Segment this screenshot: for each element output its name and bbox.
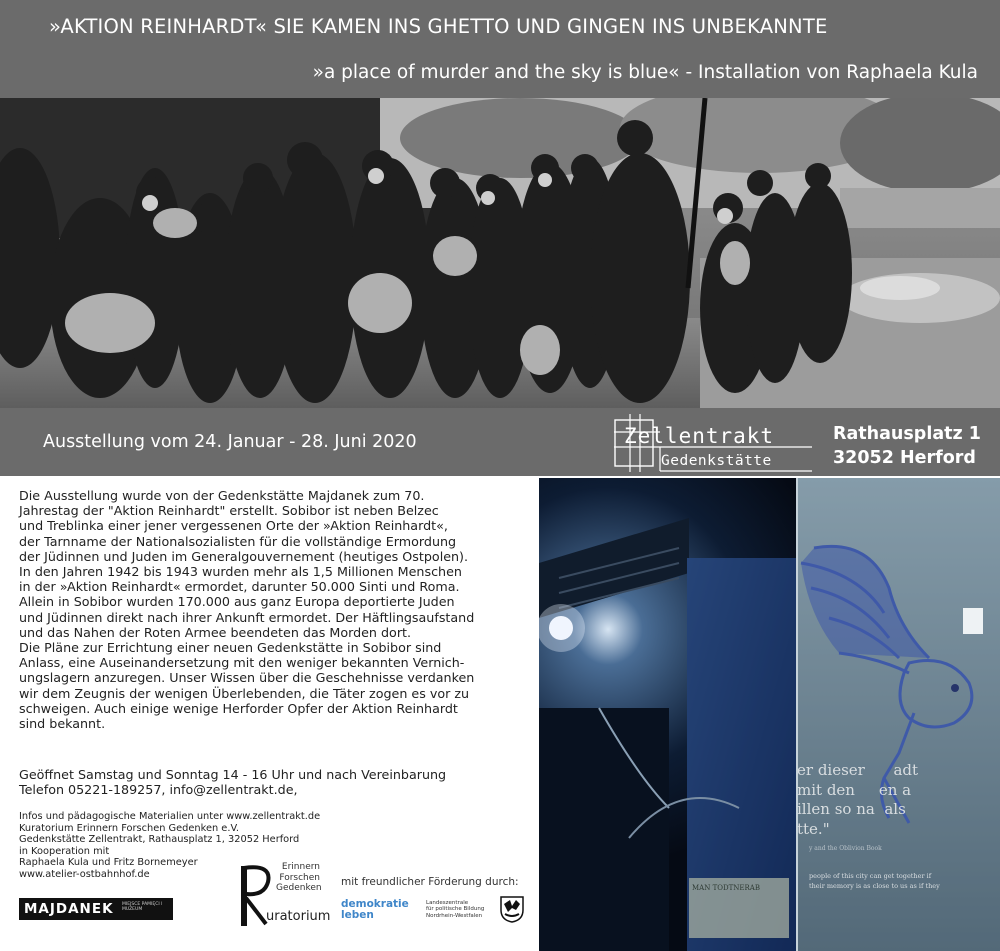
- installation-image: [539, 478, 1000, 951]
- glass-small-text: their memory is as close to us as if they: [809, 882, 940, 890]
- majdanek-logo-subtext: MIEJSCE PAMIĘCI I MUZEUM: [122, 902, 163, 912]
- kuratorium-taglines: [276, 862, 320, 894]
- info-band: [0, 408, 1000, 476]
- glass-text-line: mit den en a: [797, 781, 912, 799]
- installation-subtitle: »a place of murder and the sky is blue« - Installation von Raphaela Kula: [312, 62, 978, 83]
- description-line: In den Jahren 1942 bis 1943 wurden mehr als 1,5 Millionen Menschen: [19, 564, 462, 580]
- info-website: Infos und pädagogische Materialien unter www.zellentrakt.de: [19, 811, 321, 822]
- glass-text-line: tte.": [797, 820, 830, 838]
- contact-info: Telefon 05221-189257, info@zellentrakt.de,: [19, 782, 298, 798]
- glass-small-text: y and the Oblivion Book: [809, 845, 882, 852]
- majdanek-logo-text: MAJDANEK: [24, 901, 114, 917]
- logo-sub-text: Gedenkstätte: [661, 453, 772, 469]
- description-line: schweigen. Auch einige wenige Herforder Opfer der Aktion Reinhardt: [19, 700, 458, 716]
- installation-photo: [539, 478, 1000, 951]
- address-street: Rathausplatz 1: [833, 424, 981, 444]
- landes-line: für politische Bildung: [426, 906, 485, 913]
- description-line: der Tarnname der Nationalsozialisten für die vollständige Ermordung: [19, 533, 457, 549]
- glass-text-line: illen so na als: [797, 800, 906, 818]
- leben-text: leben: [341, 909, 374, 921]
- description-line: in der »Aktion Reinhardt« ermordet, darunter 50.000 Sinti und Roma.: [19, 579, 460, 595]
- info-atelier-link: www.atelier-ostbahnhof.de: [19, 868, 150, 880]
- description-line: ungslagern anzuregen. Unser Wissen über die Geschehnisse verdanken: [19, 670, 475, 686]
- info-line: Kuratorium Erinnern Forschen Gedenken e.V.: [19, 822, 239, 834]
- kuratorium-logo: [238, 862, 333, 928]
- landes-line: Nordrhein-Westfalen: [426, 912, 483, 919]
- sign-text: MAN TODTNERAB: [692, 884, 760, 892]
- description-line: und Treblinka einer jener vergessenen Orte der »Aktion Reinhardt«,: [19, 518, 448, 534]
- historical-photo: [0, 98, 1000, 408]
- info-line: in Kooperation mit: [19, 845, 110, 857]
- landeszentrale-logo: [426, 900, 484, 919]
- info-line: Raphaela Kula und Fritz Bornemeyer: [19, 857, 198, 869]
- logo-main-text: Zellentrakt: [624, 424, 775, 448]
- address-city: 32052 Herford: [833, 448, 976, 468]
- glass-small-text: people of this city can get together if: [809, 872, 932, 880]
- exhibition-title: »AKTION REINHARDT« SIE KAMEN INS GHETTO UND GINGEN INS UNBEKANNTE: [49, 15, 828, 38]
- landes-line: Landeszentrale: [426, 900, 469, 906]
- exhibition-dates: Ausstellung vom 24. Januar - 28. Juni 2020: [43, 432, 417, 452]
- funding-label: mit freundlicher Förderung durch:: [341, 876, 519, 888]
- description-line: der Jüdinnen und Juden im Generalgouvernement (heutiges Ostpolen).: [19, 548, 469, 564]
- description-line: Anlass, eine Auseinandersetzung mit den weniger bekannten Vernich-: [19, 655, 465, 671]
- address: [833, 422, 981, 470]
- description-line: wir dem Zeugnis der wenigen Überlebenden, die Täter zogen es vor zu: [19, 685, 470, 701]
- kuratorium-tagline: Gedenken: [276, 883, 322, 893]
- description-line: Die Ausstellung wurde von der Gedenkstätte Majdanek zum 70.: [19, 488, 425, 503]
- nrw-crest-icon: [500, 896, 524, 923]
- opening-times: Geöffnet Samstag und Sonntag 14 - 16 Uhr und nach Vereinbarung: [19, 767, 447, 782]
- description-line: Jahrestag der "Aktion Reinhardt" erstellt. Sobibor ist neben Belzec: [19, 503, 439, 519]
- demokratie-leben-logo: [341, 899, 409, 921]
- kuratorium-word: uratorium: [266, 909, 331, 924]
- description-line: Die Pläne zur Errichtung einer neuen Gedenkstätte in Sobibor sind: [19, 640, 442, 656]
- zellentrakt-logo: [614, 414, 814, 472]
- description-line: Allein in Sobibor wurden 170.000 aus ganz Europa deportierte Juden: [19, 594, 455, 610]
- description-line: sind bekannt.: [19, 716, 106, 732]
- description-line: und das Nahen der Roten Armee beendeten das Morden dort.: [19, 624, 412, 640]
- description-line: und Jüdinnen direkt nach ihrer Ankunft ermordet. Der Häftlingsaufstand: [19, 609, 475, 625]
- opening-hours: [19, 767, 534, 797]
- kuratorium-tagline: Erinnern: [281, 862, 320, 872]
- deportation-photo-image: [0, 98, 1000, 408]
- glass-text-line: er dieser adt: [797, 761, 919, 779]
- demokratie-text: demokratie: [341, 898, 409, 910]
- kuratorium-tagline: Forschen: [279, 872, 320, 883]
- info-line: Gedenkstätte Zellentrakt, Rathausplatz 1, 32052 Herford: [19, 834, 300, 846]
- exhibition-description: [19, 488, 534, 731]
- majdanek-logo: [19, 898, 173, 920]
- header-band: [0, 0, 1000, 98]
